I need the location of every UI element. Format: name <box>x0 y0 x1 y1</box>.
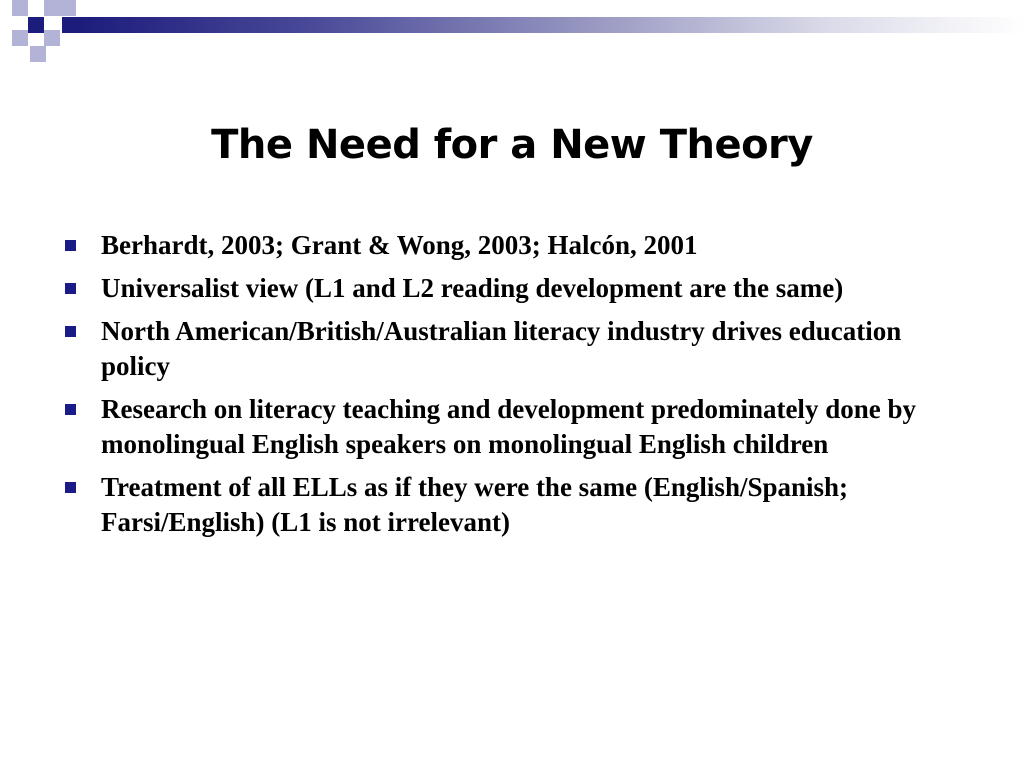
bullet-text: Berhardt, 2003; Grant & Wong, 2003; Halcón, 2001 <box>101 230 698 260</box>
bullet-item <box>64 470 964 540</box>
bullet-item <box>64 314 964 384</box>
header-gradient-band <box>78 17 1024 33</box>
bullet-text: Treatment of all ELLs as if they were the same (English/Spanish; Farsi/English) (L1 is not irrelevant) <box>101 472 849 537</box>
decor-square <box>44 0 60 16</box>
square-bullet-icon <box>65 283 76 294</box>
bullet-list <box>64 228 964 548</box>
decor-square <box>30 46 46 62</box>
bullet-text: Research on literacy teaching and development predominately done by monolingual English speakers on monolingual English children <box>101 394 916 459</box>
decor-square <box>12 30 28 46</box>
decor-square <box>12 0 28 16</box>
bullet-item <box>64 271 964 306</box>
square-bullet-icon <box>65 326 76 337</box>
decor-square <box>44 30 60 46</box>
decor-square <box>62 17 78 33</box>
slide-title: The Need for a New Theory <box>211 122 813 168</box>
bullet-item <box>64 392 964 462</box>
square-bullet-icon <box>65 404 76 415</box>
square-bullet-icon <box>65 482 76 493</box>
bullet-text: North American/British/Australian literacy industry drives education policy <box>101 316 902 381</box>
bullet-item <box>64 228 964 263</box>
decor-square <box>60 0 76 16</box>
decor-square <box>28 17 44 33</box>
square-bullet-icon <box>65 240 76 251</box>
bullet-text: Universalist view (L1 and L2 reading development are the same) <box>101 273 844 303</box>
